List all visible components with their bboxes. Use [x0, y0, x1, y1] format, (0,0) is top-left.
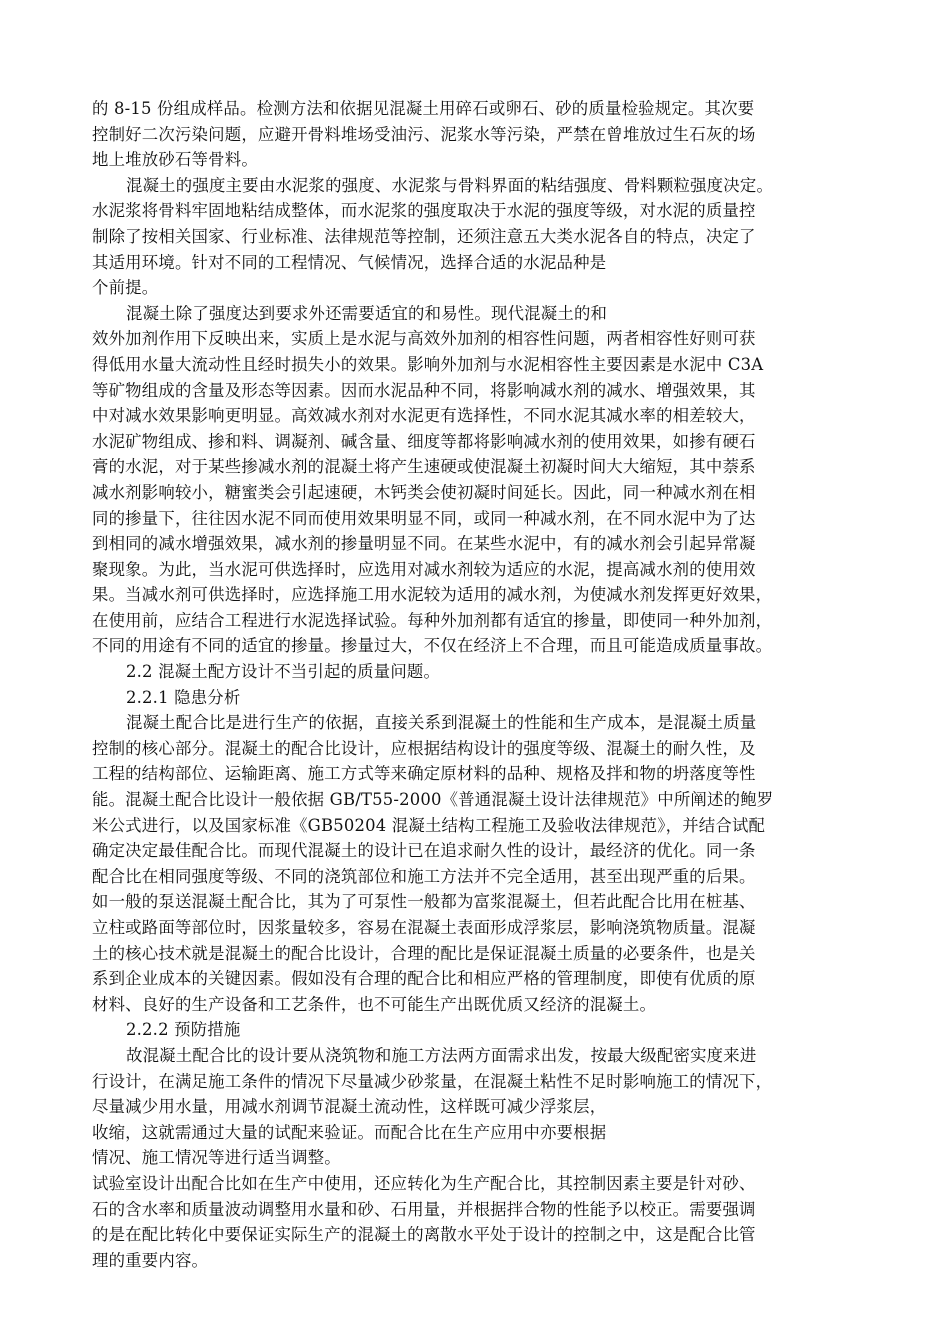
subsection-heading: 2.2.1 隐患分析 [126, 687, 241, 707]
text-line: 控制好二次污染问题，应避开骨料堆场受油污、泥浆水等污染，严禁在曾堆放过生石灰的场 [92, 124, 756, 144]
text-line: 石的含水率和质量波动调整用水量和砂、石用量，并根据拌合物的性能予以校正。需要强调 [92, 1199, 756, 1219]
paragraph-start-line: 混凝土配合比是进行生产的依据，直接关系到混凝土的性能和生产成本，是混凝土质量 [126, 713, 757, 733]
text-line: 水泥矿物组成、掺和料、调凝剂、碱含量、细度等都将影响减水剂的使用效果，如掺有硬石 [92, 431, 756, 451]
text-line: 试验室设计出配合比如在生产中使用，还应转化为生产配合比，其控制因素主要是针对砂、 [92, 1173, 756, 1193]
text-line: 制除了按相关国家、行业标准、法律规范等控制，还须注意五大类水泥各自的特点，决定了 [92, 226, 756, 246]
paragraph-start-line: 混凝土除了强度达到要求外还需要适宜的和易性。现代混凝土的和 [126, 303, 608, 323]
text-line: 土的核心技术就是混凝土的配合比设计，合理的配比是保证混凝土质量的必要条件，也是关 [92, 943, 756, 963]
text-line: 尽量减少用水量，用减水剂调节混凝土流动性，这样既可减少浮浆层， [92, 1097, 607, 1117]
text-line: 不同的用途有不同的适宜的掺量。掺量过大，不仅在经济上不合理，而且可能造成质量事故。 [92, 636, 773, 656]
paragraph-start-line: 故混凝土配合比的设计要从浇筑物和施工方法两方面需求出发，按最大级配密实度来进 [126, 1045, 757, 1065]
text-line: 水泥浆将骨料牢固地粘结成整体，而水泥浆的强度取决于水泥的强度等级，对水泥的质量控 [92, 201, 756, 221]
text-line: 能。混凝土配合比设计一般依据 GB/T55-2000《普通混凝土设计法律规范》中所阐述的鲍罗 [92, 790, 774, 810]
text-line: 理的重要内容。 [92, 1250, 209, 1270]
text-line: 减水剂影响较小，糖蜜类会引起速硬，木钙类会使初凝时间延长。因此，同一种减水剂在相 [92, 482, 756, 502]
text-line: 膏的水泥，对于某些掺减水剂的混凝土将产生速硬或使混凝土初凝时间大大缩短，其中萘系 [92, 457, 756, 477]
text-line: 米公式进行，以及国家标准《GB50204 混凝土结构工程施工及验收法律规范》，并结合试配 [92, 815, 766, 835]
text-line: 效外加剂作用下反映出来，实质上是水泥与高效外加剂的相容性问题，两者相容性好则可获 [92, 329, 756, 349]
text-line: 等矿物组成的含量及形态等因素。因而水泥品种不同，将影响减水剂的减水、增强效果，其 [92, 380, 756, 400]
text-line: 的 8-15 份组成样品。检测方法和依据见混凝土用碎石或卵石、砂的质量检验规定。其次要 [92, 99, 755, 118]
text-line: 聚现象。为此，当水泥可供选择时，应选用对减水剂较为适应的水泥，提高减水剂的使用效 [92, 559, 756, 579]
text-line: 情况、施工情况等进行适当调整。 [92, 1148, 341, 1168]
section-heading: 2.2 混凝土配方设计不当引起的质量问题。 [126, 662, 441, 682]
text-line: 其适用环境。针对不同的工程情况、气候情况，选择合适的水泥品种是 [92, 252, 607, 272]
text-line: 得低用水量大流动性且经时损失小的效果。影响外加剂与水泥相容性主要因素是水泥中 C3A [92, 354, 764, 374]
text-line: 立柱或路面等部位时，因浆量较多，容易在混凝土表面形成浮浆层，影响浇筑物质量。混凝 [92, 918, 756, 937]
text-line: 材料、良好的生产设备和工艺条件，也不可能生产出既优质又经济的混凝土。 [92, 994, 657, 1014]
text-line: 系到企业成本的关键因素。假如没有合理的配合比和相应严格的管理制度，即使有优质的原 [92, 969, 756, 989]
text-line: 到相同的减水增强效果，减水剂的掺量明显不同。在某些水泥中，有的减水剂会引起异常凝 [92, 534, 756, 554]
text-line: 行设计，在满足施工条件的情况下尽量减少砂浆量，在混凝土粘性不足时影响施工的情况下， [92, 1071, 773, 1091]
text-line: 工程的结构部位、运输距离、施工方式等来确定原材料的品种、规格及拌和物的坍落度等性 [92, 764, 756, 784]
text-line: 如一般的泵送混凝土配合比，其为了可泵性一般都为富浆混凝土，但若此配合比用在桩基、 [92, 892, 756, 912]
body-text [92, 96, 872, 1273]
subsection-heading: 2.2.2 预防措施 [126, 1020, 241, 1040]
text-line: 地上堆放砂石等骨料。 [92, 150, 258, 170]
text-line: 配合比在相同强度等级、不同的浇筑部位和施工方法并不完全适用，甚至出现严重的后果。 [92, 866, 756, 886]
text-line: 在使用前，应结合工程进行水泥选择试验。每种外加剂都有适宜的掺量，即使同一种外加剂， [92, 610, 773, 630]
text-line: 收缩，这就需通过大量的试配来验证。而配合比在生产应用中亦要根据 [92, 1122, 607, 1142]
text-line: 个前提。 [92, 278, 159, 298]
text-line: 中对减水效果影响更明显。高效减水剂对水泥更有选择性，不同水泥其减水率的相差较大， [92, 406, 756, 426]
text-line: 同的掺量下，往往因水泥不同而使用效果明显不同，或同一种减水剂，在不同水泥中为了达 [92, 508, 756, 528]
text-line: 确定决定最佳配合比。而现代混凝土的设计已在追求耐久性的设计，最经济的优化。同一条 [92, 841, 756, 861]
text-line: 的是在配比转化中要保证实际生产的混凝土的离散水平处于设计的控制之中，这是配合比管 [92, 1225, 756, 1245]
text-line: 控制的核心部分。混凝土的配合比设计，应根据结构设计的强度等级、混凝土的耐久性，及 [92, 738, 756, 758]
text-line: 果。当减水剂可供选择时，应选择施工用水泥较为适用的减水剂，为使减水剂发挥更好效果， [92, 585, 773, 605]
paragraph-start-line: 混凝土的强度主要由水泥浆的强度、水泥浆与骨料界面的粘结强度、骨料颗粒强度决定。 [126, 175, 774, 195]
